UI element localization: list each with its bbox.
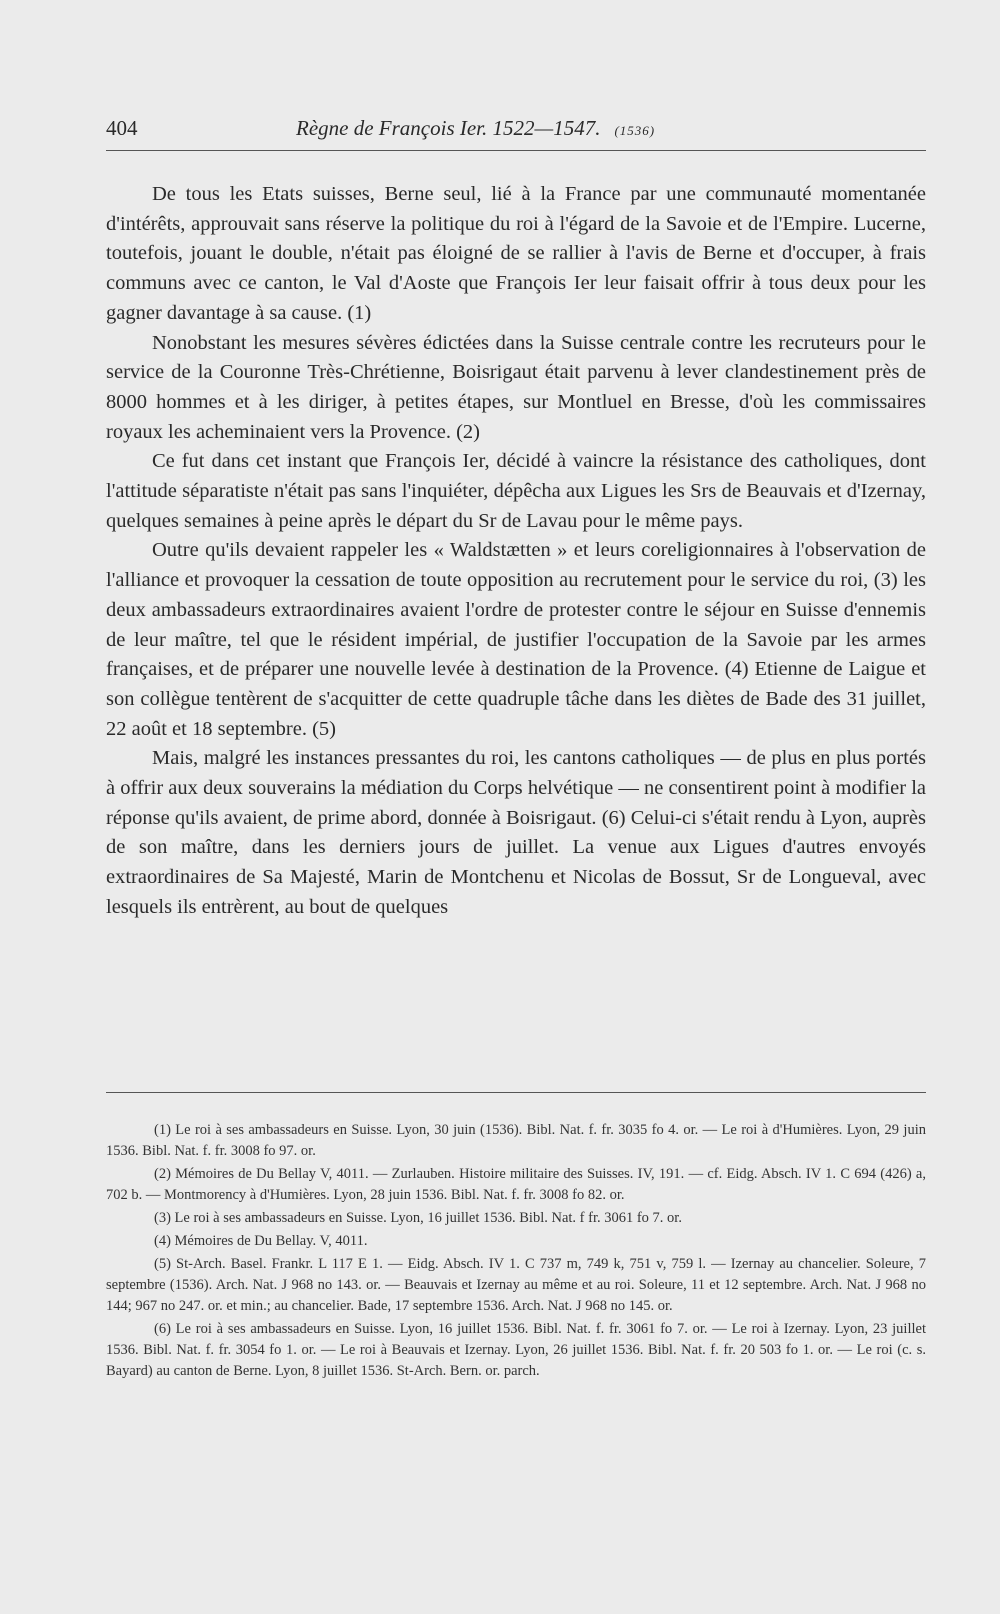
paragraph: De tous les Etats suisses, Berne seul, lié à la France par une communauté momentanée d'intérêts, approuvait sans réserve la politique du roi à l'égard de la Savoie et de l'Empire. Lucerne, toutefois, jouant le double, n'était pas éloigné de se rallier à l'avis de Berne et d'occuper, à frais communs avec ce canton, le Val d'Aoste que François Ier leur faisait offrir à tous deux pour les gagner davantage à sa cause. (1) [106,183,926,324]
paragraph: Mais, malgré les instances pressantes du roi, les cantons catholiques — de plus en plus portés à offrir aux deux souverains la médiation du Corps helvétique — ne consentirent point à modifier la réponse qu'ils avaient, de prime abord, donnée à Boisrigaut. (6) Celui-ci s'était rendu à Lyon, auprès de son maître, dans les derniers jours de juillet. La venue aux Ligues d'autres envoyés extraordinaires de Sa Majesté, Marin de Montchenu et Nicolas de Bossut, Sr de Longueval, avec lesquels ils entrèrent, au bout de quelques [106,747,926,918]
running-title [296,116,655,141]
footnote-rule [106,1092,926,1093]
paragraph: Nonobstant les mesures sévères édictées dans la Suisse centrale contre les recruteurs pour le service de la Couronne Très-Chrétienne, Boisrigaut était parvenu à lever clandestinement près de 8000 hommes et à les diriger, à petites étapes, sur Montluel en Bresse, d'où les commissaires royaux les acheminaient vers la Provence. (2) [106,331,926,443]
footnote: (2) Mémoires de Du Bellay V, 4011. — Zurlauben. Histoire militaire des Suisses. IV, 191. — cf. Eidg. Absch. IV 1. C 694 (426) a, 702 b. — Montmorency à d'Humières. Lyon, 28 juin 1536. Bibl. Nat. f. fr. 3008 fo 82. or. [106,1166,926,1203]
footnote: (5) St-Arch. Basel. Frankr. L 117 E 1. — Eidg. Absch. IV 1. C 737 m, 749 k, 751 v, 759 l. — Izernay au chancelier. Soleure, 7 septembre (1536). Arch. Nat. J 968 no 143. or. — Beauvais et Izernay au même et au roi. Soleure, 11 et 12 septembre. Arch. Nat. J 968 no 144; 967 no 247. or. et min.; au chancelier. Bade, 17 septembre 1536. Arch. Nat. J 968 no 145. or. [106,1256,926,1314]
footnote: (1) Le roi à ses ambassadeurs en Suisse. Lyon, 30 juin (1536). Bibl. Nat. f. fr. 3035 fo 4. or. — Le roi à d'Humières. Lyon, 29 juin 1536. Bibl. Nat. f. fr. 3008 fo 97. or. [106,1122,926,1159]
year-tag: (1536) [614,123,656,138]
footnote: (3) Le roi à ses ambassadeurs en Suisse. Lyon, 16 juillet 1536. Bibl. Nat. f fr. 3061 fo 7. or. [154,1210,682,1226]
paragraph: Ce fut dans cet instant que François Ier, décidé à vaincre la résistance des catholiques, dont l'attitude séparatiste n'était pas sans l'inquiéter, dépêcha aux Ligues les Srs de Beauvais et d'Izernay, quelques semaines à peine après le départ du Sr de Lavau pour le même pays. [106,450,926,532]
header-rule [106,150,926,151]
footnote: (6) Le roi à ses ambassadeurs en Suisse. Lyon, 16 juillet 1536. Bibl. Nat. f. fr. 3061 fo 7. or. — Le roi à Izernay. Lyon, 23 juillet 1536. Bibl. Nat. f. fr. 3054 fo 1. or. — Le roi à Beauvais et Izernay. Lyon, 26 juillet 1536. Bibl. Nat. f. fr. 20 503 fo 1. or. — Le roi (c. s. Bayard) au canton de Berne. Lyon, 8 juillet 1536. St-Arch. Bern. or. parch. [106,1321,926,1379]
main-text [106,180,926,923]
footnotes [106,1120,926,1384]
page-header [106,116,926,146]
page-number: 404 [106,116,138,140]
footnote: (4) Mémoires de Du Bellay. V, 4011. [154,1233,368,1249]
running-title-text: Règne de François Ier. 1522—1547. [296,116,601,140]
paragraph: Outre qu'ils devaient rappeler les « Waldstætten » et leurs coreligionnaires à l'observation de l'alliance et provoquer la cessation de toute opposition au recrutement pour le service du roi, (3) les deux ambassadeurs extraordinaires avaient l'ordre de protester contre le séjour en Suisse d'ennemis de leur maître, tel que le résident impérial, de justifier l'occupation de la Savoie par les armes françaises, et de préparer une nouvelle levée à destination de la Provence. (4) Etienne de Laigue et son collègue tentèrent de s'acquitter de cette quadruple tâche dans les diètes de Bade des 31 juillet, 22 août et 18 septembre. (5) [106,539,926,740]
